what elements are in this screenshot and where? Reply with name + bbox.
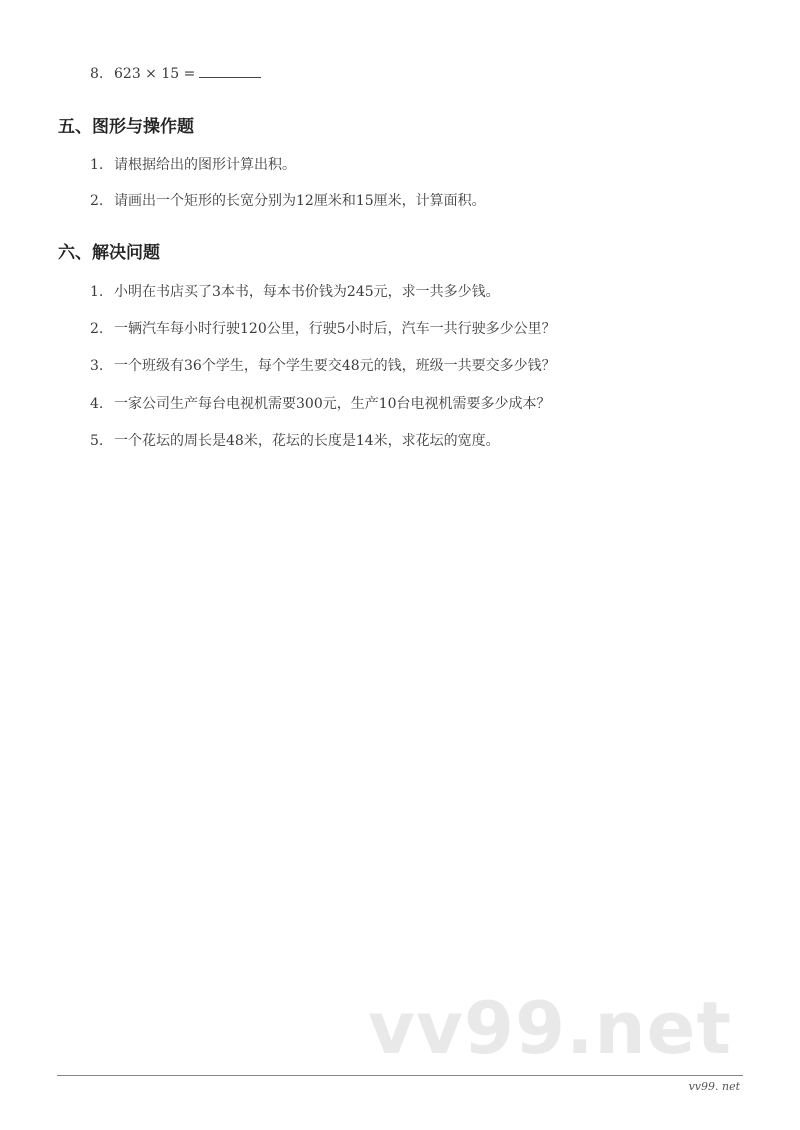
item-number: 2.	[90, 321, 104, 337]
footer-site: vv99. net	[688, 1080, 740, 1093]
item-text: 请根据给出的图形计算出积。	[114, 157, 296, 173]
item-number: 2.	[90, 193, 104, 209]
section-6-item-4	[90, 395, 551, 413]
item-number: 1.	[90, 284, 104, 300]
item-number: 4.	[90, 396, 104, 412]
watermark: vv99.net	[368, 986, 732, 1070]
question-number: 8.	[90, 66, 104, 82]
question-expression: 623 × 15 =	[114, 66, 196, 82]
section-6-item-3	[90, 357, 556, 375]
item-number: 1.	[90, 157, 104, 173]
section-6-item-1	[90, 283, 500, 301]
section-6-item-5	[90, 432, 500, 450]
section-6-title: 六、解决问题	[58, 243, 160, 263]
section-5-title: 五、图形与操作题	[58, 117, 194, 137]
item-number: 3.	[90, 358, 104, 374]
answer-blank[interactable]	[199, 64, 261, 78]
item-text: 一个花坛的周长是48米，花坛的长度是14米，求花坛的宽度。	[114, 433, 500, 449]
footer-divider	[57, 1075, 743, 1076]
item-number: 5.	[90, 433, 104, 449]
item-text: 一辆汽车每小时行驶120公里，行驶5小时后，汽车一共行驶多少公里？	[114, 321, 556, 337]
section-6-item-2	[90, 320, 556, 338]
question-8	[90, 64, 261, 83]
item-text: 请画出一个矩形的长宽分别为12厘米和15厘米，计算面积。	[114, 193, 486, 209]
item-text: 一家公司生产每台电视机需要300元，生产10台电视机需要多少成本？	[114, 396, 551, 412]
section-5-item-2	[90, 192, 486, 210]
item-text: 一个班级有36个学生，每个学生要交48元的钱，班级一共要交多少钱？	[114, 358, 556, 374]
item-text: 小明在书店买了3本书，每本书价钱为245元，求一共多少钱。	[114, 284, 500, 300]
section-5-item-1	[90, 156, 296, 174]
